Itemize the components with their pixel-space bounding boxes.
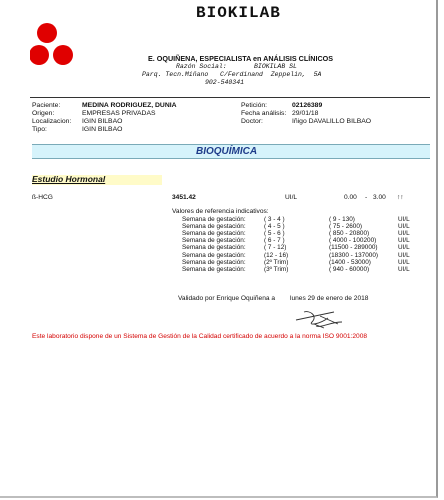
doctor-value: Iñigo DAVALILLO BILBAO <box>292 118 372 125</box>
range-separator: - <box>365 194 368 201</box>
test-result: 3451.42 <box>172 194 196 201</box>
reference-unit: UI/L <box>398 244 410 252</box>
abnormal-flag: ↑↑ <box>397 194 404 201</box>
reference-label: Semana de gestación: <box>182 258 246 266</box>
reference-label: Semana de gestación: <box>182 223 246 231</box>
section-title: BIOQUÍMICA <box>196 146 258 157</box>
range-low: 0.00 <box>344 194 357 201</box>
reference-unit: UI/L <box>398 237 410 245</box>
reference-range: ( 75 - 2600) <box>329 223 363 231</box>
reference-label: Semana de gestación: <box>182 230 246 238</box>
reference-period: (12 - 16) <box>264 251 289 259</box>
study-title: Estudio Hormonal <box>32 174 106 184</box>
reference-label: Semana de gestación: <box>182 244 246 252</box>
paciente-label: Paciente: <box>32 102 61 109</box>
reference-label: Semana de gestación: <box>182 237 246 245</box>
reference-range: (1400 - 53000) <box>329 258 371 266</box>
reference-range: ( 9 - 130) <box>329 216 355 223</box>
reference-heading: Valores de referencia indicativos: <box>172 208 269 215</box>
lab-phone: 902-540341 <box>205 79 245 86</box>
reference-unit: UI/L <box>398 251 410 259</box>
localizacion-label: Localizacion: <box>32 118 72 125</box>
test-name: ß-HCG <box>32 194 53 201</box>
quality-footer: Este laboratorio dispone de un Sistema de Gestión de la Calidad certificado de acuerdo a la norma ISO 9001:2008 <box>32 333 368 340</box>
reference-range: ( 850 - 20800) <box>329 230 370 238</box>
peticion-label: Petición: <box>241 102 268 109</box>
tipo-value: IGIN BILBAO <box>82 126 123 133</box>
tipo-label: Tipo: <box>32 126 47 133</box>
validation-date: lunes 29 de enero de 2018 <box>290 295 369 302</box>
reference-period: (3º Trim) <box>264 265 289 273</box>
reference-period: ( 3 - 4 ) <box>264 216 285 223</box>
reference-period: ( 4 - 5 ) <box>264 223 285 231</box>
lab-logo-icon <box>30 22 82 68</box>
lab-address: Parq. Tecn.Miñano C/Ferdinand Zeppelin, 5A <box>142 71 322 78</box>
reference-range: ( 4000 - 100200) <box>329 237 377 245</box>
localizacion-value: IGIN BILBAO <box>82 118 123 125</box>
reference-row <box>0 266 444 274</box>
fecha-label: Fecha análisis: <box>241 110 287 117</box>
origen-label: Origen: <box>32 110 55 117</box>
paciente-value: MEDINA RODRIGUEZ, DUNIA <box>82 102 177 109</box>
signature-icon <box>294 306 346 332</box>
reference-unit: UI/L <box>398 265 410 273</box>
reference-label: Semana de gestación: <box>182 251 246 259</box>
reference-label: Semana de gestación: <box>182 216 246 223</box>
reference-unit: UI/L <box>398 223 410 231</box>
lab-title: BIOKILAB <box>196 4 281 22</box>
header-divider <box>30 97 430 98</box>
test-unit: UI/L <box>285 194 298 201</box>
reference-range: (18300 - 137000) <box>329 251 379 259</box>
range-high: 3.00 <box>373 194 386 201</box>
lab-subtitle: E. OQUIÑENA, ESPECIALISTA en ANÁLISIS CLÍNICOS <box>148 54 334 63</box>
reference-period: ( 5 - 6 ) <box>264 230 285 238</box>
reference-range: (11500 - 289000) <box>329 244 378 252</box>
origen-value: EMPRESAS PRIVADAS <box>82 110 156 117</box>
reference-unit: UI/L <box>398 230 410 238</box>
razon-social: Razón Social: BIOKILAB SL <box>176 63 297 70</box>
reference-label: Semana de gestación: <box>182 265 246 273</box>
reference-period: (2º Trim) <box>264 258 289 266</box>
validation-text: Validado por Enrique Oquiñena a <box>178 295 276 302</box>
reference-unit: UI/L <box>398 216 410 223</box>
reference-period: ( 7 - 12) <box>264 244 287 252</box>
fecha-value: 29/01/18 <box>292 110 319 117</box>
doctor-label: Doctor: <box>241 118 263 125</box>
reference-period: ( 6 - 7 ) <box>264 237 285 245</box>
reference-range: ( 940 - 60000) <box>329 265 370 273</box>
peticion-value: 02126389 <box>292 102 323 109</box>
reference-unit: UI/L <box>398 258 410 266</box>
